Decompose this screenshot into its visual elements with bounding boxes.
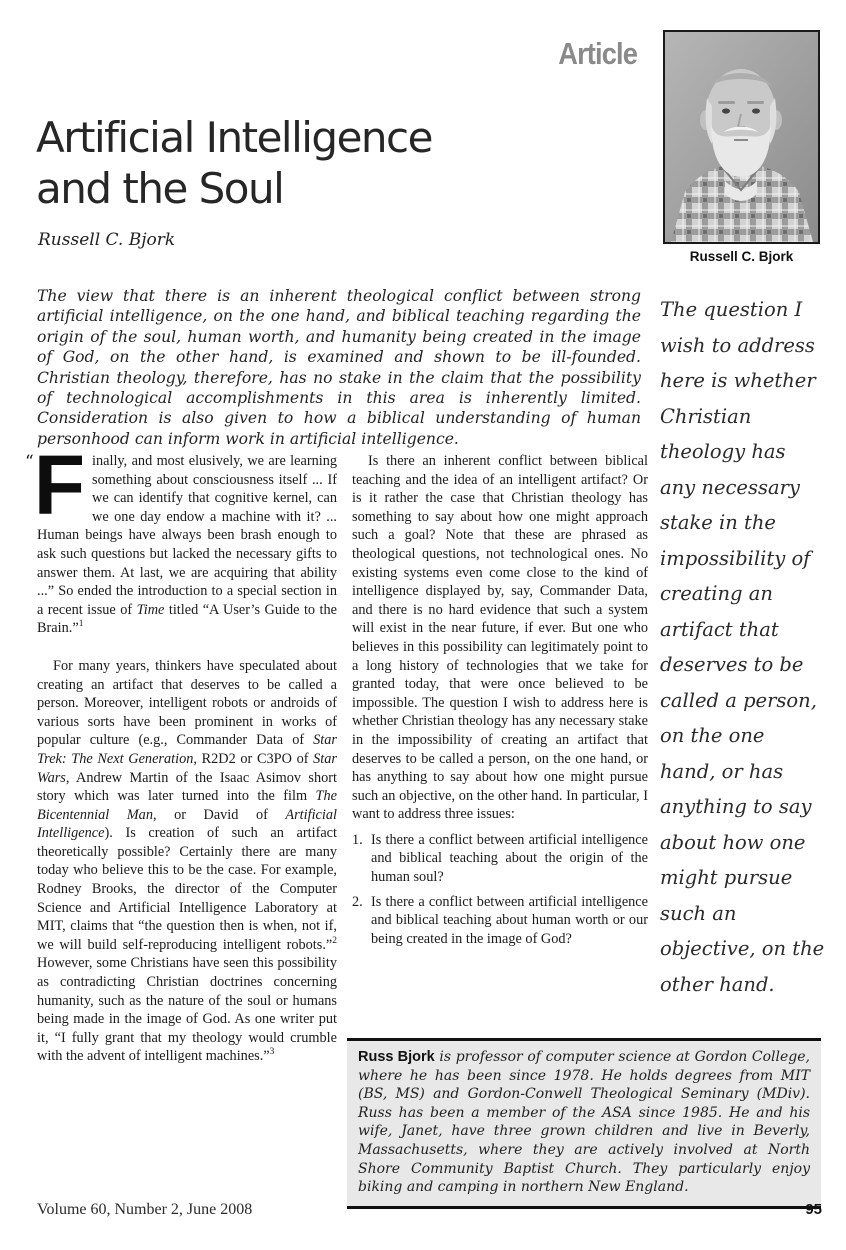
issue-number: 2. bbox=[352, 893, 363, 910]
photo-caption: Russell C. Bjork bbox=[689, 249, 794, 264]
author-photo-block bbox=[663, 30, 820, 264]
issue-item bbox=[352, 831, 648, 887]
title-line-1: Artificial Intelligence bbox=[36, 113, 432, 162]
footer bbox=[37, 1201, 822, 1219]
issue-item bbox=[352, 893, 648, 949]
issue-number: 1. bbox=[352, 831, 363, 848]
paragraph bbox=[37, 657, 337, 1066]
page-title bbox=[36, 112, 596, 214]
paragraph-opening-quote bbox=[25, 438, 337, 638]
paragraph: Is there an inherent conflict between biblical teaching and the idea of an intelligent artifact? Or is it rather the case that Christian theology has something to say about how one might approach such a goal? Note that these are phrased as theological questions, not technological ones. No existing systems even come close to the kind of intelligence displayed by, say, Commander Data, and there is no hard evidence that such a system will exist in the near future, if ever. But one who believes in this possibility can legitimately point to a long history of technologies that we take for granted today, that were once believed to be impossible. The question I wish to address here is whether Christian theology has any necessary stake in the impossibility of creating an artifact that deserves to be called a person, on the one hand, or has anything to say about how one might pursue such an objective, on the other hand. In particular, I want to address three issues: bbox=[352, 453, 648, 823]
body-column-2 bbox=[352, 452, 648, 948]
paragraph-text: For many years, thinkers have speculated about creating an artifact that deserves to be called a person. Moreover, intelligent robots or androids of various sorts have been prominent in works of popular culture (e.g., Commander Data of Star Trek: The Next Generation, R2D2 or C3PO of Star Wars, Andrew Martin of the Isaac Asimov short story which was later turned into the film The Bicentennial Man, or David of Artificial Intelligence). Is creation of such an artifact theoretically possible? Certainly there are many today who believe this to be the case. For example, Rodney Brooks, the director of the Computer Science and Artificial Intelligence Laboratory at MIT, claims that “the question then is when, not if, we will build self-reproducing intelligent robots.”$^2$ However, some Christians have seen this possibility as contradicting Christian doctrines concerning humanity, such as the nature of the soul or humans being made in the image of God. As one writer put it, “I fully grant that my theology would crumble with the advent of intelligent machines.”$^3$ bbox=[37, 657, 337, 1065]
issue-text: Is there a conflict between artificial intelligence and biblical teaching about the origin of the human soul? bbox=[371, 831, 648, 886]
body-column-1 bbox=[25, 438, 337, 1066]
author-name: Russell C. Bjork bbox=[38, 230, 176, 250]
drop-cap-letter: F bbox=[33, 438, 86, 532]
opening-quote-mark: “ bbox=[25, 452, 34, 472]
bio-text: Russ Bjork is professor of computer science at Gordon College, where he has been since 1978. He holds degrees from MIT (BS, MS) and Gordon-Conwell Theological Seminary (MDiv). Russ has been a member of the ASA since 1985. He and his wife, Janet, have three grown children and live in Beverly, Massachusetts, where they are actively involved at North Shore Community Baptist Church. They particularly enjoy biking and camping in northern New England. bbox=[358, 1049, 810, 1196]
paragraph-text: inally, and most elusively, we are learning something about consciousness itself ... If we can identify that cognitive kernel, can we one day endow a machine with it? ... Human beings have always been brash enough to ask such questions but lacked the necessary gifts to answer them. At last, we are acquiring that ability ...” So ended the introduction to a special section in a recent issue of Time titled “A User’s Guide to the Brain.”$^1$ bbox=[37, 453, 337, 637]
pull-quote: The question I wish to address here is whether Christian theology has any necessary stake in the impossibility of creating an artifact that deserves to be called a person, on the one hand, or has anything to say about how one might pursue such an objective, on the other hand. bbox=[660, 298, 825, 996]
page-number: 95 bbox=[805, 1201, 822, 1218]
abstract: The view that there is an inherent theological conflict between strong artificial intelligence, on the one hand, and biblical teaching regarding the origin of the soul, human worth, and humanity being created in the image of God, on the other hand, is examined and shown to be ill-founded. Christian theology, therefore, has no stake in the claim that the possibility of technological accomplishments in this area is inherently limited. Consideration is also given to how a biblical understanding of human personhood can inform work in artificial intelligence. bbox=[37, 287, 641, 448]
author-bio-box bbox=[347, 1038, 821, 1209]
volume-info: Volume 60, Number 2, June 2008 bbox=[37, 1201, 253, 1218]
issue-text: Is there a conflict between artificial intelligence and biblical teaching about human worth or our being created in the image of God? bbox=[371, 893, 648, 947]
drop-cap bbox=[25, 438, 86, 532]
title-line-2: and the Soul bbox=[36, 164, 284, 213]
author-photo bbox=[663, 30, 820, 244]
issues-list bbox=[352, 831, 648, 949]
article-type-label: Article bbox=[558, 36, 637, 71]
